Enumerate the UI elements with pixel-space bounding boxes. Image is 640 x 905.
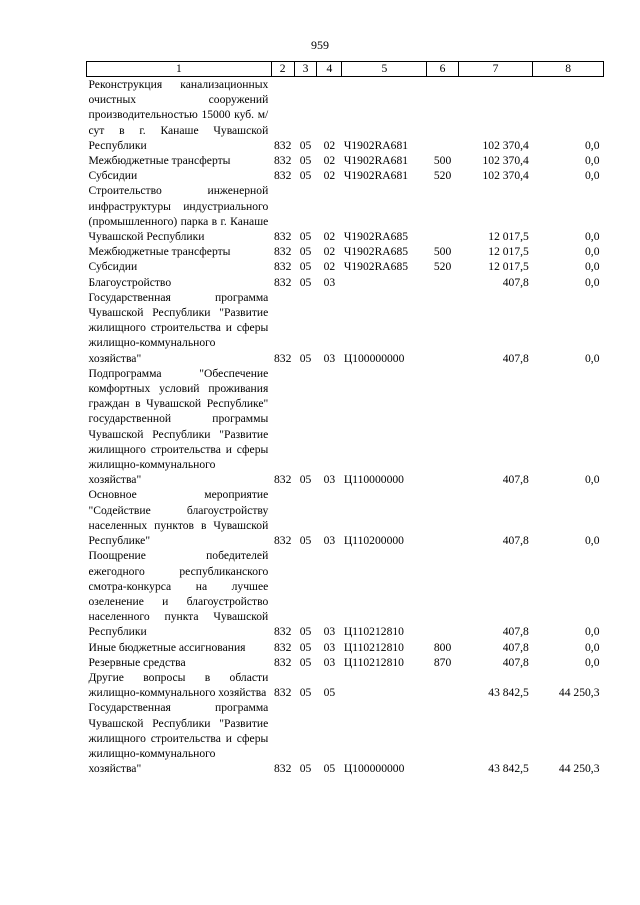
row-section: 05: [299, 260, 312, 274]
row-name: Строительство инженерной инфраструктуры индустриального (промышленного) парка в г. Канаше Чувашской Республики: [88, 184, 269, 244]
row-amount-year1: 407,8: [502, 351, 529, 365]
row-subsection: 02: [323, 230, 336, 244]
row-subsection: 02: [323, 154, 336, 168]
row-target-article: Ч1902RA681: [343, 169, 409, 183]
row-target-article: Ц110200000: [343, 534, 404, 548]
row-target-article: Ч1902RA685: [343, 260, 409, 274]
row-name: Основное мероприятие "Содействие благоустройству населенных пунктов в Чувашской Республике": [88, 488, 269, 548]
row-target-article: Ц110000000: [343, 473, 404, 487]
row-expense-type: [427, 670, 458, 700]
budget-table: [86, 61, 604, 776]
row-subsection: 03: [323, 473, 336, 487]
table-row: [87, 548, 604, 639]
row-ministry-code: 832: [274, 351, 292, 365]
row-expense-type: [427, 487, 458, 548]
row-amount-year2: 44 250,3: [558, 686, 600, 700]
row-name: Межбюджетные трансферты: [88, 245, 231, 259]
row-expense-type: [427, 366, 458, 488]
row-target-article: Ц110212810: [343, 655, 404, 669]
row-target-article: Ц100000000: [343, 351, 405, 365]
row-amount-year1: 407,8: [502, 640, 529, 654]
row-expense-type: [427, 77, 458, 154]
row-name: Резервные средства: [88, 655, 186, 669]
row-amount-year2: 0,0: [585, 169, 600, 183]
row-name: Благоустройство: [88, 275, 172, 289]
row-amount-year2: 0,0: [585, 625, 600, 639]
row-target-article: Ч1902RA681: [343, 154, 409, 168]
row-section: 05: [299, 245, 312, 259]
row-expense-type: [427, 183, 458, 244]
row-amount-year1: 407,8: [502, 655, 529, 669]
row-amount-year1: 12 017,5: [488, 230, 529, 244]
row-section: 05: [299, 625, 312, 639]
row-ministry-code: 832: [274, 138, 292, 152]
row-amount-year1: 43 842,5: [488, 686, 529, 700]
table-row: [87, 640, 604, 655]
row-amount-year2: 0,0: [585, 230, 600, 244]
row-section: 05: [299, 138, 312, 152]
row-subsection: 05: [323, 686, 336, 700]
row-expense-type: 500: [433, 245, 452, 259]
row-amount-year2: 0,0: [585, 275, 600, 289]
row-amount-year1: 407,8: [502, 625, 529, 639]
table-row: [87, 700, 604, 776]
row-name: Другие вопросы в области жилищно-коммунального хозяйства: [88, 670, 269, 700]
row-section: 05: [299, 230, 312, 244]
row-expense-type: 520: [433, 260, 452, 274]
row-section: 05: [299, 640, 312, 654]
row-target-article: Ч1902RA681: [343, 138, 409, 152]
table-row: [87, 183, 604, 244]
row-expense-type: [427, 275, 458, 290]
row-amount-year1: 407,8: [502, 275, 529, 289]
header-col-2: 2: [271, 62, 294, 77]
header-col-8: 8: [533, 62, 604, 77]
table-row: [87, 168, 604, 183]
row-target-article: Ц110212810: [343, 640, 404, 654]
row-section: 05: [299, 762, 312, 776]
row-amount-year2: 44 250,3: [558, 762, 600, 776]
row-name: Иные бюджетные ассигнования: [88, 640, 246, 654]
header-col-1: 1: [87, 62, 272, 77]
row-subsection: 03: [323, 655, 336, 669]
row-amount-year2: 0,0: [585, 260, 600, 274]
row-section: 05: [299, 154, 312, 168]
row-amount-year2: 0,0: [585, 655, 600, 669]
table-row: [87, 153, 604, 168]
row-name: Государственная программа Чувашской Республики "Развитие жилищного строительства и сферы жилищно-коммунального хозяйства": [88, 701, 269, 776]
row-ministry-code: 832: [274, 245, 292, 259]
row-amount-year1: 102 370,4: [482, 138, 529, 152]
row-section: 05: [299, 351, 312, 365]
row-ministry-code: 832: [274, 154, 292, 168]
row-target-article: Ц100000000: [343, 762, 405, 776]
row-subsection: 02: [323, 260, 336, 274]
header-row: [87, 62, 604, 77]
row-ministry-code: 832: [274, 534, 292, 548]
row-target-article: Ц110212810: [343, 625, 404, 639]
row-ministry-code: 832: [274, 686, 292, 700]
row-subsection: 03: [323, 534, 336, 548]
row-ministry-code: 832: [274, 762, 292, 776]
row-amount-year1: 407,8: [502, 473, 529, 487]
table-row: [87, 275, 604, 290]
row-expense-type: [427, 548, 458, 639]
row-expense-type: [427, 290, 458, 366]
row-name: Реконструкция канализационных очистных сооружений производительностью 15000 куб. м/сут в г. Канаше Чувашской Республики: [88, 78, 269, 152]
row-ministry-code: 832: [274, 275, 292, 289]
row-section: 05: [299, 534, 312, 548]
page-number: 959: [311, 38, 329, 52]
row-ministry-code: 832: [274, 230, 292, 244]
row-amount-year2: 0,0: [585, 351, 600, 365]
row-section: 05: [299, 686, 312, 700]
row-amount-year1: 43 842,5: [488, 762, 529, 776]
row-target-article: Ч1902RA685: [343, 245, 409, 259]
table-row: [87, 77, 604, 154]
table-row: [87, 290, 604, 366]
table-row: [87, 487, 604, 548]
row-subsection: 02: [323, 169, 336, 183]
table-row: [87, 655, 604, 670]
row-expense-type: 520: [433, 169, 452, 183]
row-ministry-code: 832: [274, 260, 292, 274]
row-name: Поощрение победителей ежегодного республиканского смотра-конкурса на лучшее озеленение и благоустройство населенного пункта Чувашской Республики: [88, 549, 269, 639]
table-row: [87, 259, 604, 274]
row-expense-type: 500: [433, 154, 452, 168]
row-ministry-code: 832: [274, 655, 292, 669]
row-amount-year2: 0,0: [585, 640, 600, 654]
row-expense-type: 800: [433, 640, 452, 654]
row-amount-year2: 0,0: [585, 473, 600, 487]
row-amount-year1: 12 017,5: [488, 245, 529, 259]
row-amount-year1: 12 017,5: [488, 260, 529, 274]
header-col-6: 6: [427, 62, 458, 77]
row-subsection: 02: [323, 138, 336, 152]
table-row: [87, 366, 604, 488]
row-section: 05: [299, 275, 312, 289]
header-col-3: 3: [294, 62, 317, 77]
row-amount-year1: 407,8: [502, 534, 529, 548]
row-target-article: [342, 670, 427, 700]
row-name: Субсидии: [88, 260, 138, 274]
row-target-article: [342, 275, 427, 290]
row-name: Межбюджетные трансферты: [88, 154, 231, 168]
header-col-5: 5: [342, 62, 427, 77]
row-amount-year2: 0,0: [585, 245, 600, 259]
row-subsection: 03: [323, 351, 336, 365]
table-row: [87, 670, 604, 700]
row-ministry-code: 832: [274, 625, 292, 639]
row-expense-type: 870: [433, 655, 452, 669]
row-amount-year2: 0,0: [585, 154, 600, 168]
row-name: Государственная программа Чувашской Республики "Развитие жилищного строительства и сферы жилищно-коммунального хозяйства": [88, 290, 269, 365]
header-col-4: 4: [317, 62, 342, 77]
row-amount-year2: 0,0: [585, 534, 600, 548]
row-name: Подпрограмма "Обеспечение комфортных условий проживания граждан в Чувашской Республике" государственной программы Чувашской Республики "Развитие жилищного строительства и сферы жилищно-коммунального хозяйства": [88, 366, 269, 487]
row-ministry-code: 832: [274, 473, 292, 487]
row-amount-year2: 0,0: [585, 138, 600, 152]
table-row: [87, 244, 604, 259]
row-section: 05: [299, 655, 312, 669]
header-col-7: 7: [458, 62, 533, 77]
row-subsection: 03: [323, 275, 336, 289]
row-ministry-code: 832: [274, 169, 292, 183]
row-amount-year1: 102 370,4: [482, 154, 529, 168]
row-subsection: 03: [323, 625, 336, 639]
row-target-article: Ч1902RA685: [343, 230, 409, 244]
row-expense-type: [427, 700, 458, 776]
row-amount-year1: 102 370,4: [482, 169, 529, 183]
row-section: 05: [299, 473, 312, 487]
row-subsection: 02: [323, 245, 336, 259]
row-subsection: 03: [323, 640, 336, 654]
row-subsection: 05: [323, 762, 336, 776]
row-section: 05: [299, 169, 312, 183]
row-ministry-code: 832: [274, 640, 292, 654]
row-name: Субсидии: [88, 169, 138, 183]
